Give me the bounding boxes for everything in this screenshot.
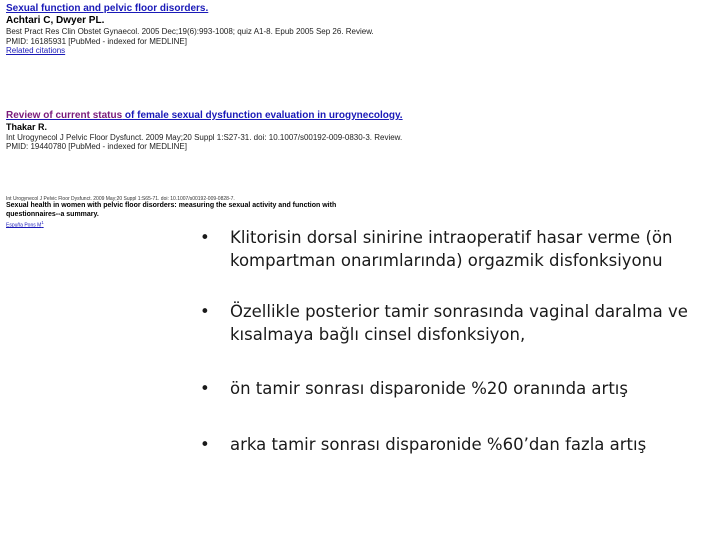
bullet-marker: • <box>200 301 210 321</box>
citation-2-source: Int Urogynecol J Pelvic Floor Dysfunct. 2009 May;20 Suppl 1:S27-31. doi: 10.1007/s00192-009-0830-3. Review. <box>6 132 403 142</box>
citation-2-title-rest: of female sexual dysfunction evaluation in urogynecology. <box>122 110 403 121</box>
citation-2-title-link[interactable] <box>6 110 403 122</box>
citation-3-authors-sup: 1 <box>41 219 44 225</box>
bullet-marker: • <box>200 378 210 398</box>
citation-1-authors: Achtari C, Dwyer PL. <box>6 15 105 26</box>
citation-2-authors: Thakar R. <box>6 122 48 132</box>
citation-3 <box>6 196 386 229</box>
bullet-text: arka tamir sonrası disparonide %60’dan fazla artış <box>230 435 647 455</box>
bullet-item <box>200 377 700 400</box>
bullet-item <box>200 433 700 456</box>
citation-1-pmid: PMID: 16185931 [PubMed - indexed for MEDLINE] <box>6 36 187 46</box>
bullet-text: Klitorisin dorsal sinirine intraoperatif hasar verme (ön kompartman onarımlarında) orgazmik disfonksiyonu <box>230 228 673 271</box>
citation-2 <box>6 110 403 152</box>
citation-1-source: Best Pract Res Clin Obstet Gynaecol. 2005 Dec;19(6):993-1008; quiz A1-8. Epub 2005 Sep 26. Review. <box>6 27 374 36</box>
citation-3-source: Int Urogynecol J Pelvic Floor Dysfunct. 2009 May;20 Suppl 1:S65-71. doi: 10.1007/s00192-009-0828-7. <box>6 196 235 202</box>
bullet-marker: • <box>200 435 210 455</box>
citation-1 <box>6 3 374 56</box>
citation-3-authors: Espuña Pons M <box>6 222 42 229</box>
citation-2-title-highlight: Review of current status <box>6 110 123 121</box>
bullet-item <box>200 226 700 273</box>
bullet-text: Özellikle posterior tamir sonrasında vaginal daralma ve kısalmaya bağlı cinsel disfonksiyon, <box>230 301 688 345</box>
bullet-list <box>200 226 700 457</box>
bullet-item <box>200 300 700 347</box>
citation-1-related-link[interactable]: Related citations <box>6 46 66 56</box>
citation-2-pmid: PMID: 19440780 [PubMed - indexed for MEDLINE] <box>6 142 187 152</box>
citation-3-title: Sexual health in women with pelvic floor disorders: measuring the sexual activity and function with questionnaires--a summary. <box>6 202 337 218</box>
citation-1-title-link[interactable]: Sexual function and pelvic floor disorders. <box>6 3 209 14</box>
bullet-text: ön tamir sonrası disparonide %20 oranında artış <box>230 378 628 398</box>
bullet-marker: • <box>200 228 210 247</box>
